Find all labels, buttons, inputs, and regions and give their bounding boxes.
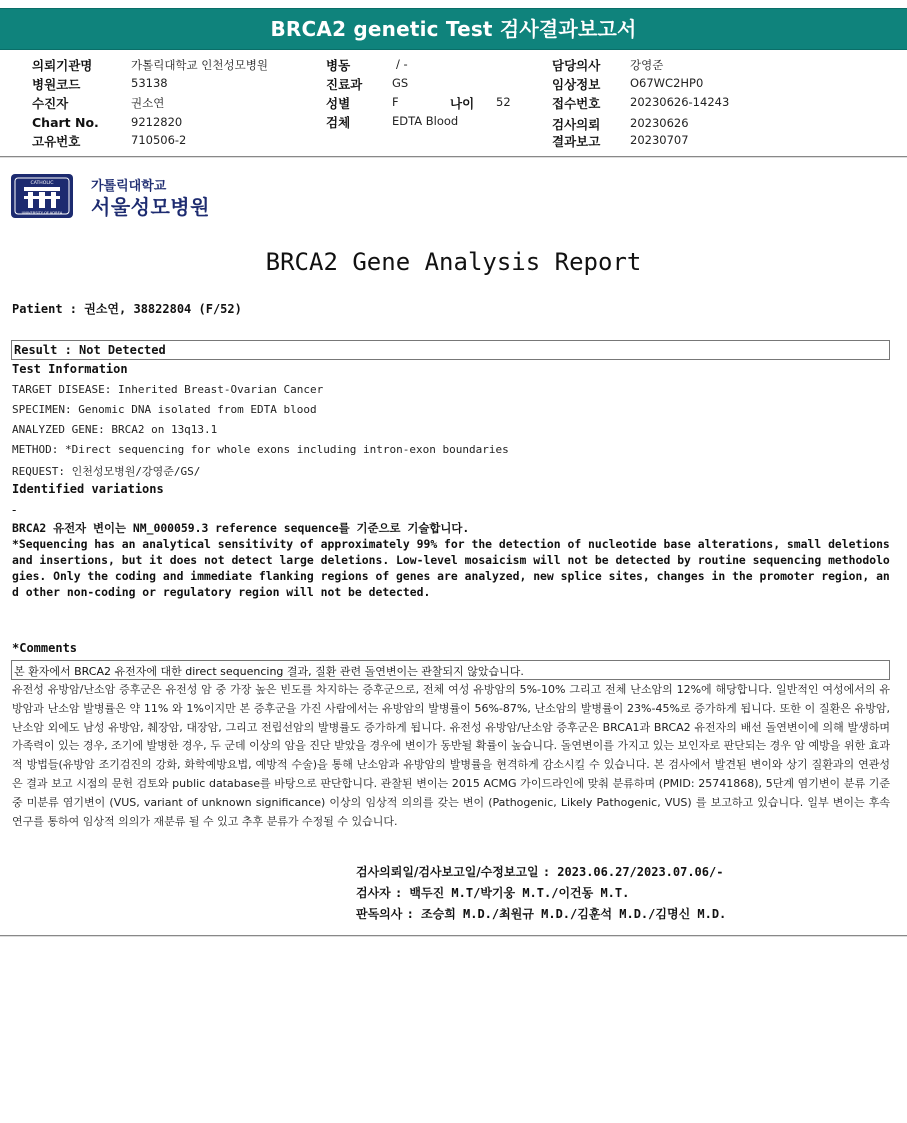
info-label-sex: 성별 <box>326 96 351 111</box>
info-value-requesting-institution: 가톨릭대학교 인천성모병원 <box>131 58 268 72</box>
info-label-age: 나이 <box>450 96 475 111</box>
info-label-receipt-no: 접수번호 <box>552 96 601 111</box>
report-header-bar <box>0 8 907 50</box>
comments-heading: *Comments <box>12 641 78 655</box>
test-info-method: METHOD: *Direct sequencing for whole exons including intron-exon boundaries <box>12 443 509 456</box>
info-value-test-request-date: 20230626 <box>630 116 689 130</box>
info-value-chart-no: 9212820 <box>131 115 183 129</box>
hospital-emblem-icon <box>11 174 73 218</box>
patient-line: Patient : 권소연, 38822804 (F/52) <box>12 302 242 316</box>
info-value-receipt-no: 20230626-14243 <box>630 95 730 109</box>
info-value-clinical-info: O67WC2HP0 <box>630 76 704 90</box>
test-info-target-disease: TARGET DISEASE: Inherited Breast-Ovarian Cancer <box>12 383 324 396</box>
info-label-requesting-institution: 의뢰기관명 <box>32 58 93 73</box>
footer-divider <box>0 935 907 936</box>
logo-university-name: 가톨릭대학교 <box>91 179 167 194</box>
dates-label: 검사의뢰일/검사보고일/수정보고일 <box>356 865 539 879</box>
examiner-value: : 백두진 M.T/박기웅 M.T./이건동 M.T. <box>394 886 630 900</box>
test-info-specimen: SPECIMEN: Genomic DNA isolated from EDTA blood <box>12 403 317 416</box>
identified-variations-value: - <box>12 503 17 517</box>
info-value-patient-name: 권소연 <box>131 96 165 110</box>
result-text: Result : Not Detected <box>14 343 166 357</box>
info-label-result-report-date: 결과보고 <box>552 134 601 149</box>
info-label-chart-no: Chart No. <box>32 115 99 130</box>
report-header-title: BRCA2 genetic Test 검사결과보고서 <box>270 17 637 41</box>
comment-summary-box <box>11 660 890 680</box>
emblem-bottom-text: UNIVERSITY OF KOREA <box>21 211 63 215</box>
info-value-physician: 강영준 <box>630 58 664 72</box>
patient-info-grid <box>0 56 907 156</box>
info-label-clinical-info: 임상정보 <box>552 77 601 92</box>
info-value-sex: F <box>392 95 399 109</box>
info-label-patient-name: 수진자 <box>32 96 69 111</box>
test-information-heading: Test Information <box>12 362 128 376</box>
examiner-label: 검사자 <box>356 886 391 900</box>
supervisor-label: 판독의사 <box>356 907 403 921</box>
info-label-specimen: 검체 <box>326 115 351 130</box>
info-value-unique-id: 710506-2 <box>131 133 187 147</box>
supervisor-line <box>356 905 726 922</box>
sensitivity-note: *Sequencing has an analytical sensitivity of approximately 99% for the detection of nucleotide base alterations, small deletions and insertions, but it does not detect large deletions. Low-level mosaicism will not be detected by routine sequencing methodologies. Only the coding and immediate flanking regions of genes are analyzed, new splice sites, changes in the promoter region, and other non-coding or regulatory region will not be detected. <box>12 537 890 599</box>
dates-value: : 2023.06.27/2023.07.06/- <box>542 865 724 879</box>
info-value-result-report-date: 20230707 <box>630 133 689 147</box>
supervisor-value: : 조승희 M.D./최원규 M.D./김훈석 M.D./김명신 M.D. <box>406 907 727 921</box>
header-divider <box>0 156 907 157</box>
report-title: BRCA2 Gene Analysis Report <box>265 248 642 276</box>
info-value-department: GS <box>392 76 409 90</box>
info-value-specimen: EDTA Blood <box>392 114 459 128</box>
result-box <box>11 340 890 360</box>
comment-summary-text: 본 환자에서 BRCA2 유전자에 대한 direct sequencing 결과, 질환 관련 돌연변이는 관찰되지 않았습니다. <box>14 665 524 678</box>
info-label-ward: 병동 <box>326 58 351 73</box>
info-label-hospital-code: 병원코드 <box>32 77 81 92</box>
info-label-unique-id: 고유번호 <box>32 134 81 149</box>
comment-body-text: 유전성 유방암/난소암 증후군은 유전성 암 중 가장 높은 빈도를 차지하는 증후군으로, 전체 여성 유방암의 5%-10% 그리고 전체 난소암의 12%에 해당합니다. 일반적인 여성에서의 유방암과 난소암 발병률은 약 11% 와 1%이지만 본 증후군을 가진 사람에서는 유방암의 발병률이 56%-87%, 난소암의 발병률이 23%-45%로 증가하게 됩니다. 또한 이 질환은 유방암, 난소암 외에도 남성 유방암, 췌장암, 대장암, 그리고 전립선암의 발병률도 증가하게 됩니다. 유전성 유방암/난소암 증후군은 BRCA1과 BRCA2 유전자의 배선 돌연변이에 의해 발생하며 가족력이 있는 경우, 조기에 발병한 경우, 두 군데 이상의 암을 진단 받았을 경우에 변이가 동반될 확률이 높습니다. 돌연변이를 가지고 있는 보인자로 판단되는 경우 암 예방을 위한 효과적 방법들(유방암 조기검진의 강화, 화학예방요법, 예방적 수술)을 통해 난소암과 유방암의 발병률을 현격하게 감소시킬 수 있습니다. 본 검사에서 발견된 변이와 상기 질환과의 연관성은 결과 보고 시점의 문헌 검토와 public database를 바탕으로 판단합니다. 관찰된 변이는 2015 ACMG 가이드라인에 맞춰 분류하며 (PMID: 25741868), 5단계 염기변이 분류 기준 중 미분류 염기변이 (VUS, variant of unknown significance) 이상의 임상적 의의를 갖는 변이 (Pathogenic, Likely Pathogenic, VUS) 를 보고하고 있습니다. 일부 변이는 후속 연구를 통하여 임상적 의의가 재분류 될 수 있고 추후 분류가 수정될 수 있습니다. <box>12 683 890 828</box>
info-label-test-request-date: 검사의뢰 <box>552 117 601 132</box>
emblem-top-text: CATHOLIC <box>30 181 54 186</box>
reference-sequence-note: BRCA2 유전자 변이는 NM_000059.3 reference sequence를 기준으로 기술합니다. <box>12 521 470 535</box>
info-value-hospital-code: 53138 <box>131 76 168 90</box>
info-label-physician: 담당의사 <box>552 58 601 73</box>
examiner-line <box>356 884 629 901</box>
hospital-logo <box>11 174 211 220</box>
info-value-ward: / - <box>396 57 408 71</box>
method-notes <box>12 520 892 600</box>
dates-line <box>356 863 723 880</box>
identified-variations-heading: Identified variations <box>12 482 164 496</box>
test-info-request: REQUEST: 인천성모병원/강영준/GS/ <box>12 465 201 478</box>
test-info-analyzed-gene: ANALYZED GENE: BRCA2 on 13q13.1 <box>12 423 218 436</box>
info-value-age: 52 <box>496 95 511 109</box>
logo-hospital-name: 서울성모병원 <box>91 195 210 219</box>
info-label-department: 진료과 <box>326 77 363 92</box>
